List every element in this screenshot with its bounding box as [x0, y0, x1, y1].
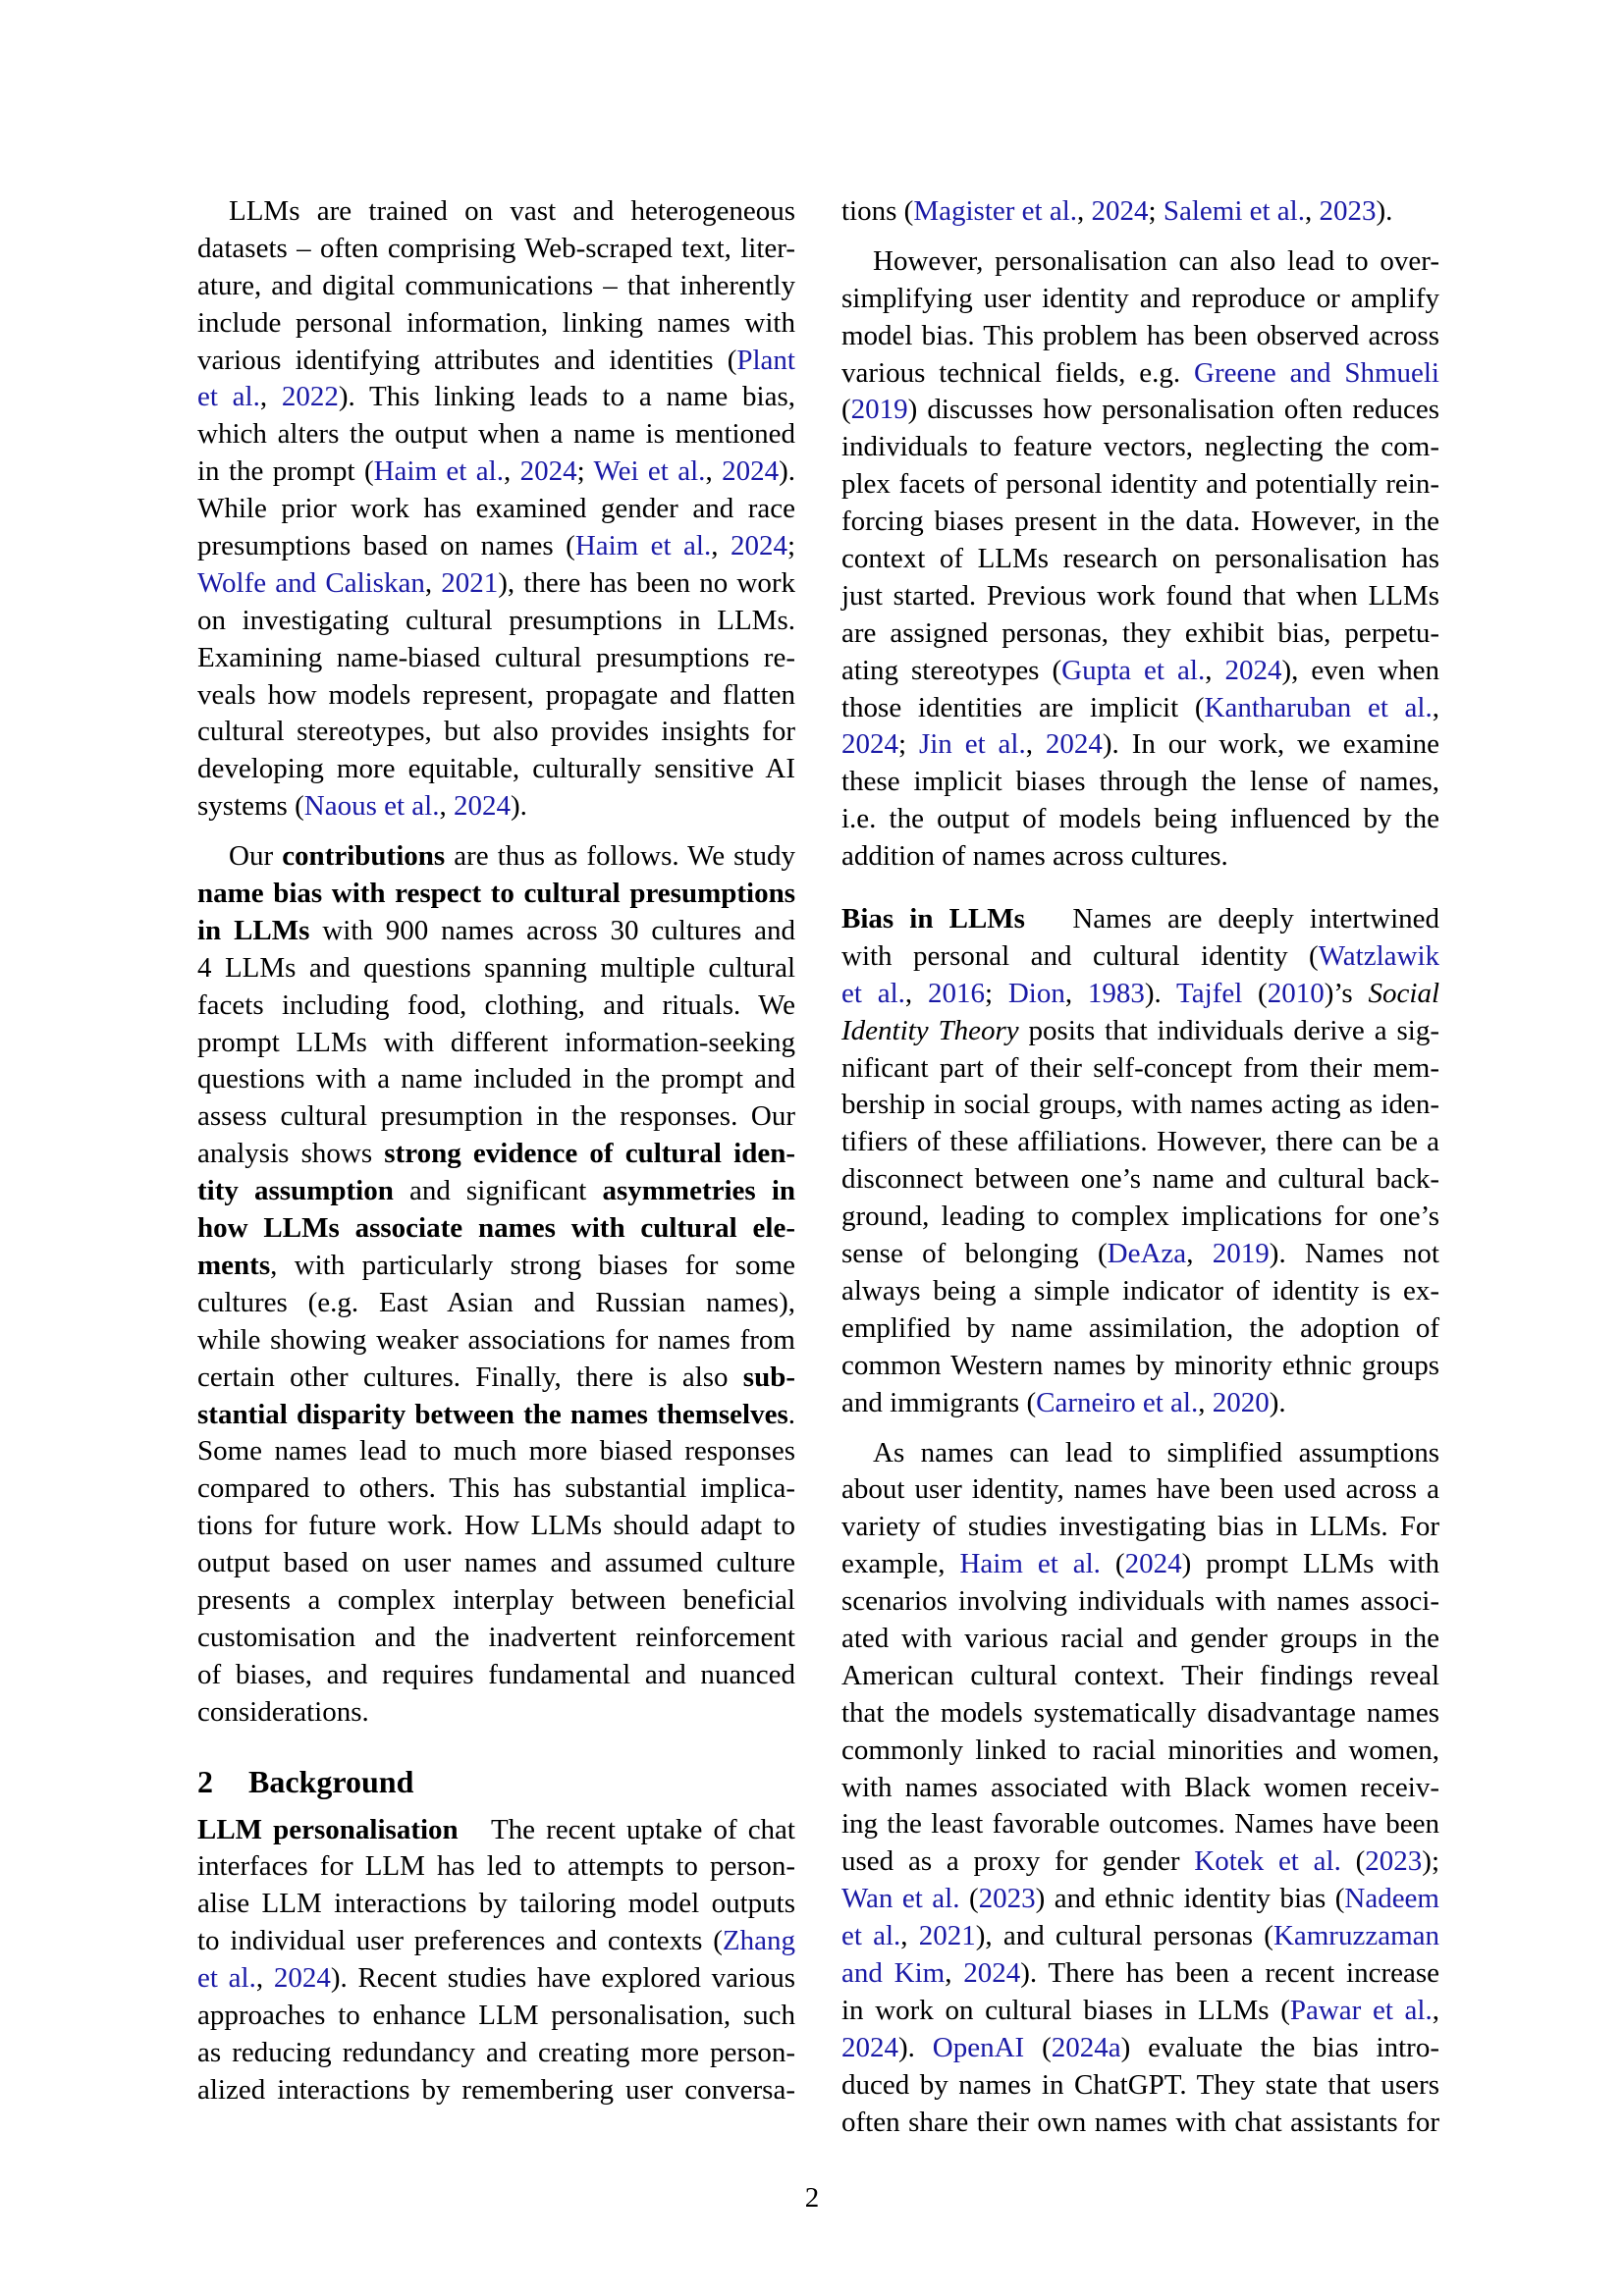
text-line: Wolfe and Caliskan, 2021), there has been no work [197, 566, 795, 599]
text-line: emplified by name assimilation, the adoption of [841, 1311, 1439, 1344]
citation-link[interactable]: Carneiro et al. [1036, 1386, 1199, 1418]
citation-link[interactable]: 2022 [281, 381, 339, 413]
text-line: ground, leading to complex implications for one’s [841, 1201, 1439, 1233]
text-line: compared to others. This has substantial implica- [197, 1472, 795, 1505]
text-line: alise LLM interactions by tailoring model outputs [197, 1888, 795, 1920]
text-line: presumptions based on names (Haim et al., 2024; [197, 530, 795, 562]
paragraph-heading: Bias in LLMs [841, 903, 1025, 935]
text-line: commonly linked to racial minorities and women, [841, 1734, 1439, 1766]
citation-link[interactable]: 2024 [453, 790, 511, 823]
text-line: et al., 2022). This linking leads to a name bias, [197, 381, 795, 413]
citation-link[interactable]: 2019 [1212, 1238, 1270, 1270]
text-line: how LLMs associate names with cultural ele- [197, 1212, 795, 1245]
text-line: et al., 2024). Recent studies have explored various [197, 1962, 796, 1995]
citation-link[interactable]: 2021 [441, 566, 499, 599]
text-line: addition of names across cultures. [841, 840, 1228, 873]
text-line: variety of studies investigating bias in LLMs. For [841, 1511, 1439, 1543]
text-line: forcing biases present in the data. However, in the [841, 506, 1439, 538]
text-line: tions for future work. How LLMs should adapt to [197, 1510, 795, 1542]
text-line: tifiers of these affiliations. However, there can be a [841, 1126, 1439, 1158]
citation-link[interactable]: 1983 [1087, 977, 1145, 1009]
citation-link[interactable]: et al. [197, 381, 260, 413]
citation-link[interactable]: Gupta et al. [1061, 654, 1206, 686]
text-line: of biases, and requires fundamental and nuanced [197, 1658, 795, 1690]
text-line: include personal information, linking names with [197, 306, 795, 339]
text-line: assess cultural presumption in the responses. Our [197, 1100, 795, 1133]
text-line: just started. Previous work found that when LLMs [841, 579, 1439, 612]
text-line: these implicit biases through the lense of names, [841, 766, 1439, 798]
citation-link[interactable]: Kotek et al. [1194, 1845, 1341, 1878]
citation-link[interactable]: 2024 [1124, 1548, 1182, 1580]
citation-link[interactable]: Haim et al. [959, 1548, 1101, 1580]
text-line: on investigating cultural presumptions in LLMs. [197, 604, 795, 636]
text-line: used as a proxy for gender Kotek et al. (2023); [841, 1845, 1440, 1878]
text-line: prompt LLMs with different information-seeking [197, 1026, 795, 1058]
text-line: 2024). OpenAI (2024a) evaluate the bias intro- [841, 2031, 1439, 2063]
citation-link[interactable]: Wei et al. [593, 455, 706, 488]
text-line: as reducing redundancy and creating more person- [197, 2036, 795, 2068]
citation-link[interactable]: Plant [736, 344, 795, 376]
text-line: disconnect between one’s name and cultural back- [841, 1163, 1439, 1196]
text-line: cultures (e.g. East Asian and Russian names), [197, 1286, 795, 1318]
text-line: questions with a name included in the prompt and [197, 1063, 795, 1095]
text-line: with names associated with Black women receiv- [841, 1771, 1439, 1803]
text-line: nificant part of their self-concept from their mem- [841, 1051, 1439, 1084]
citation-link[interactable]: Tajfel [1176, 977, 1243, 1009]
text-line: Our contributions are thus as follows. We study [229, 840, 796, 873]
text-line: analysis shows strong evidence of cultural iden- [197, 1138, 795, 1170]
text-line: American cultural context. Their findings reveal [841, 1659, 1439, 1691]
text-line: 4 LLMs and questions spanning multiple cultural [197, 951, 795, 984]
citation-link[interactable]: 2024 [963, 1956, 1021, 1989]
text-line: approaches to enhance LLM personalisation, such [197, 1999, 795, 2031]
text-line: (2019) discusses how personalisation often reduces [841, 394, 1439, 426]
citation-link[interactable]: and Kim [841, 1956, 946, 1989]
text-line: and Kim, 2024). There has been a recent increase [841, 1956, 1439, 1989]
text-line: ating stereotypes (Gupta et al., 2024), even when [841, 654, 1440, 686]
citation-link[interactable]: Naous et al. [303, 790, 440, 823]
citation-link[interactable]: 2016 [927, 977, 985, 1009]
citation-link[interactable]: 2024 [519, 455, 577, 488]
citation-link[interactable]: et al. [197, 1962, 256, 1995]
citation-link[interactable]: et al. [841, 1920, 901, 1952]
text-line: veals how models represent, propagate and flatten [197, 678, 795, 711]
text-line: with personal and cultural identity (Watzlawik [841, 939, 1439, 972]
citation-link[interactable]: Wan et al. [841, 1883, 960, 1915]
page-number: 2 [804, 2182, 820, 2214]
text-line: about user identity, names have been used across a [841, 1473, 1439, 1506]
text-line: simplifying user identity and reproduce or amplify [841, 282, 1439, 314]
text-line: ments, with particularly strong biases for some [197, 1249, 795, 1281]
text-line: tions (Magister et al., 2024; Salemi et al., 2023). [841, 195, 1393, 227]
text-line: in the prompt (Haim et al., 2024; Wei et al., 2024). [197, 455, 796, 488]
citation-link[interactable]: Kantharuban et al. [1204, 691, 1433, 723]
text-line: example, Haim et al. (2024) prompt LLMs with [841, 1548, 1439, 1580]
text-line: While prior work has examined gender and race [197, 493, 795, 525]
text-line: that the models systematically disadvantage names [841, 1696, 1439, 1729]
text-line: always being a simple indicator of identity is ex- [841, 1274, 1439, 1307]
text-line: Wan et al. (2023) and ethnic identity bias (Nadeem [841, 1883, 1439, 1915]
text-line: model bias. This problem has been observed across [841, 319, 1439, 351]
left-column [197, 193, 795, 2109]
text-line: Some names lead to much more biased responses [197, 1435, 795, 1468]
text-line: However, personalisation can also lead to over- [873, 244, 1439, 277]
text-line: context of LLMs research on personalisation has [841, 543, 1439, 575]
text-line: often share their own names with chat assistants for [841, 2106, 1439, 2138]
citation-link[interactable]: 2023 [1319, 195, 1377, 227]
citation-link[interactable]: Zhang [722, 1925, 795, 1957]
citation-link[interactable]: 2024 [730, 530, 787, 562]
citation-link[interactable]: et al. [841, 977, 905, 1009]
citation-link[interactable]: Jin et al. [918, 728, 1026, 761]
text-line: bership in social groups, with names acting as iden- [841, 1089, 1439, 1121]
text-line: 2024; Jin et al., 2024). In our work, we examine [841, 728, 1440, 761]
text-line: Identity Theory posits that individuals derive a sig- [841, 1014, 1439, 1046]
citation-link[interactable]: 2010 [1267, 977, 1325, 1009]
text-line: considerations. [197, 1695, 369, 1728]
text-line: plex facets of personal identity and potentially rein- [841, 468, 1439, 501]
text-line: LLM personalisation The recent uptake of chat [197, 1813, 795, 1845]
text-line: presents a complex interplay between beneficial [197, 1583, 795, 1616]
citation-link[interactable]: Salemi et al. [1163, 195, 1305, 227]
text-line: to individual user preferences and contexts (Zhang [197, 1925, 795, 1957]
citation-link[interactable]: Watzlawik [1318, 939, 1439, 972]
text-line: cultural stereotypes, but also provides insights for [197, 716, 795, 748]
citation-link[interactable]: Dion [1007, 977, 1065, 1009]
text-line: those identities are implicit (Kantharuban et al., [841, 691, 1439, 723]
text-line: facets including food, clothing, and rituals. We [197, 988, 795, 1021]
text-line: common Western names by minority ethnic groups [841, 1349, 1439, 1381]
citation-link[interactable]: 2024a [1051, 2031, 1121, 2063]
text-line: LLMs are trained on vast and heterogeneous [229, 195, 795, 227]
text-line: sense of belonging (DeAza, 2019). Names not [841, 1238, 1439, 1270]
text-line: datasets – often comprising Web-scraped text, liter- [197, 232, 795, 264]
citation-link[interactable]: Pawar et al. [1289, 1994, 1433, 2026]
text-line: and immigrants (Carneiro et al., 2020). [841, 1386, 1286, 1418]
text-line: which alters the output when a name is mentioned [197, 418, 795, 451]
text-line: in work on cultural biases in LLMs (Pawar et al., [841, 1994, 1439, 2026]
text-line: tity assumption and significant asymmetries in [197, 1175, 796, 1207]
text-line: systems (Naous et al., 2024). [197, 790, 527, 823]
citation-link[interactable]: 2019 [850, 394, 908, 426]
citation-link[interactable]: Kamruzzaman [1272, 1920, 1440, 1952]
text-line: As names can lead to simplified assumptions [873, 1436, 1439, 1468]
citation-link[interactable]: 2023 [978, 1883, 1036, 1915]
citation-link[interactable]: Greene and Shmueli [1194, 356, 1439, 389]
citation-link[interactable]: DeAza [1107, 1238, 1187, 1270]
citation-link[interactable]: Haim et al. [373, 455, 504, 488]
section-title: Background [248, 1763, 414, 1799]
text-line: duced by names in ChatGPT. They state that users [841, 2068, 1439, 2101]
citation-link[interactable]: 2024 [722, 455, 780, 488]
text-line: in LLMs with 900 names across 30 cultures and [197, 914, 795, 946]
citation-link[interactable]: Magister et al. [913, 195, 1078, 227]
text-line: ated with various racial and gender groups in the [841, 1622, 1439, 1654]
citation-link[interactable]: 2024 [1224, 654, 1282, 686]
citation-link[interactable]: Haim et al. [574, 530, 712, 562]
text-line: ature, and digital communications – that inherently [197, 269, 795, 301]
text-line: Examining name-biased cultural presumptions re- [197, 641, 795, 673]
citation-link[interactable]: OpenAI [932, 2031, 1025, 2063]
citation-link[interactable]: 2024 [1045, 728, 1103, 761]
text-line: scenarios involving individuals with names associ- [841, 1585, 1439, 1618]
section-heading [197, 1761, 795, 1802]
text-line: i.e. the output of models being influenced by the [841, 803, 1439, 835]
citation-link[interactable]: 2023 [1365, 1845, 1423, 1878]
right-column [841, 193, 1439, 2141]
text-line: et al., 2021), and cultural personas (Kamruzzaman [841, 1920, 1440, 1952]
text-line: while showing weaker associations for names from [197, 1323, 795, 1356]
text-line: Bias in LLMs Names are deeply intertwined [841, 903, 1439, 935]
citation-link[interactable]: Wolfe and Caliskan [197, 566, 425, 599]
citation-link[interactable]: Nadeem [1344, 1883, 1439, 1915]
text-line: various identifying attributes and identities (Plant [197, 344, 795, 376]
citation-link[interactable]: 2024 [841, 728, 898, 761]
citation-link[interactable]: 2024 [273, 1962, 331, 1995]
text-line: developing more equitable, culturally sensitive AI [197, 753, 795, 785]
citation-link[interactable]: 2024 [1091, 195, 1149, 227]
text-line: interfaces for LLM has led to attempts to person- [197, 1850, 795, 1883]
text-line: name bias with respect to cultural presumptions [197, 878, 795, 910]
text-line: ing the least favorable outcomes. Names have been [841, 1808, 1439, 1841]
citation-link[interactable]: 2021 [918, 1920, 976, 1952]
text-line: certain other cultures. Finally, there is also sub- [197, 1361, 795, 1393]
citation-link[interactable]: 2020 [1212, 1386, 1270, 1418]
text-line: are assigned personas, they exhibit bias, perpetu- [841, 616, 1439, 649]
text-line: alized interactions by remembering user conversa- [197, 2073, 795, 2106]
citation-link[interactable]: 2024 [841, 2031, 898, 2063]
text-line: stantial disparity between the names themselves. [197, 1398, 795, 1430]
text-line: customisation and the inadvertent reinforcement [197, 1621, 795, 1653]
paragraph-heading: LLM personalisation [197, 1813, 459, 1845]
text-line: individuals to feature vectors, neglecting the com- [841, 431, 1439, 463]
text-line: various technical fields, e.g. Greene and Shmueli [841, 356, 1439, 389]
section-number: 2 [197, 1763, 213, 1799]
text-line: et al., 2016; Dion, 1983). Tajfel (2010)’s Social [841, 977, 1440, 1009]
text-line: output based on user names and assumed culture [197, 1547, 795, 1579]
